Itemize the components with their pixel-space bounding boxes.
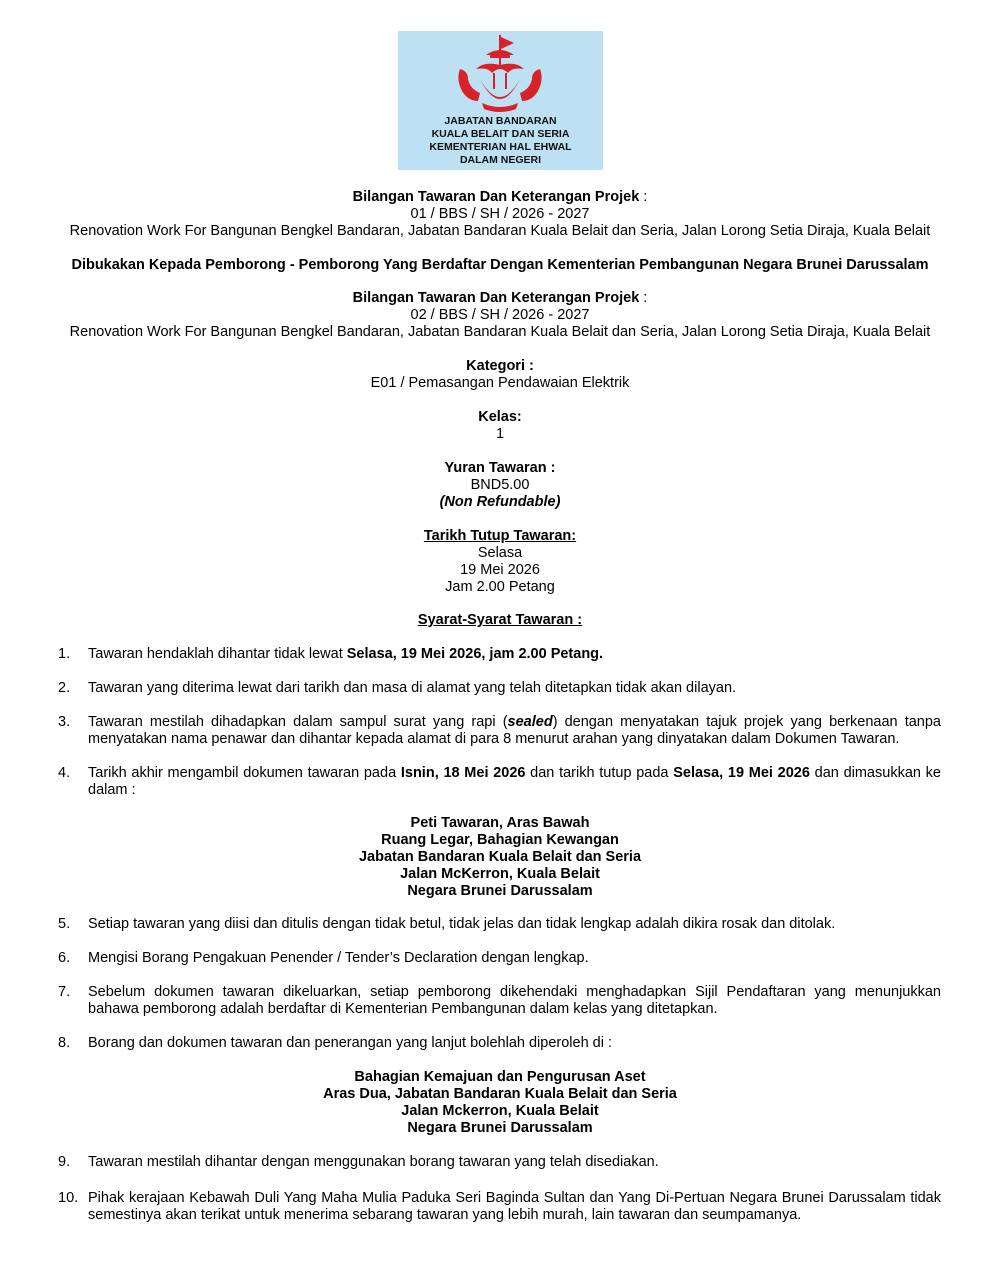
kelas-label: Kelas: [478,409,522,425]
tarikh-tutup-date: 19 Mei 2026 [460,562,540,578]
item-4-part: dan dimasukkan ke dalam : [88,765,941,798]
project1-heading: Bilangan Tawaran Dan Keterangan Projek [352,189,640,205]
address2-line: Bahagian Kemajuan dan Pengurusan Aset [354,1069,646,1085]
item-8-text: Borang dan dokumen tawaran dan penerangan yang lanjut bolehlah diperoleh di : [88,1035,613,1051]
item-1-deadline: Selasa, 19 Mei 2026, jam 2.00 Petang. [346,646,604,662]
logo-caption [398,115,603,167]
item-number: 9. [58,1154,71,1170]
project2-heading-line [0,290,1000,307]
item-4-part: Tarikh akhir mengambil dokumen tawaran pada [88,765,401,781]
item-number: 2. [58,680,71,696]
project2-description: Renovation Work For Bangunan Bengkel Bandaran, Jabatan Bandaran Kuala Belait dan Seria, Jalan Lorong Setia Diraja, Kuala Belait [69,324,931,340]
logo-line: JABATAN BANDARAN [444,115,557,127]
tarikh-tutup-label: Tarikh Tutup Tawaran: [423,528,577,544]
item-5-text: Setiap tawaran yang diisi dan ditulis dengan tidak betul, tidak jelas dan tidak lengkap adalah dikira rosak dan ditolak. [88,916,836,932]
address1-line: Ruang Legar, Bahagian Kewangan [381,832,619,848]
item-4-date-close: Selasa, 19 Mei 2026 [673,765,810,781]
item-3-text [88,714,941,748]
item-number: 6. [58,950,71,966]
yuran-note: (Non Refundable) [439,494,561,510]
logo-line: KUALA BELAIT DAN SERIA [431,128,570,140]
item-7-text: Sebelum dokumen tawaran dikeluarkan, setiap pemborong dikehendaki menghadapkan Sijil Pendaftaran yang menunjukkan bahawa pemborong adalah berdaftar di Kementerian Pembangunan dalam kelas yang ditetapkan. [88,984,941,1017]
item-4-part: dan tarikh tutup pada [525,765,674,781]
kelas-value: 1 [495,426,505,442]
syarat-heading: Syarat-Syarat Tawaran : [417,612,583,628]
address1-line: Jalan McKerron, Kuala Belait [400,866,600,882]
address1-line: Peti Tawaran, Aras Bawah [410,815,590,831]
project2-colon: : [639,290,648,306]
item-3-part: ) dengan menyatakan tajuk projek yang berkenaan tanpa menyatakan nama penawar dan dihantar kepada alamat di para 8 menurut arahan yang dinyatakan dalam Dokumen Tawaran. [88,714,941,747]
project1-description: Renovation Work For Bangunan Bengkel Bandaran, Jabatan Bandaran Kuala Belait dan Seria, Jalan Lorong Setia Diraja, Kuala Belait [69,223,931,239]
item-10-text: Pihak kerajaan Kebawah Duli Yang Maha Mulia Paduka Seri Baginda Sultan dan Yang Di-Pertuan Negara Brunei Darussalam tidak semestinya akan terikat untuk menerima sebarang tawaran yang lebih murah, lain tawaran dan seumpamanya. [88,1190,941,1223]
project1-number: 01 / BBS / SH / 2026 - 2027 [410,206,590,222]
item-number: 4. [58,765,71,781]
address2-line: Jalan Mckerron, Kuala Belait [401,1103,599,1119]
header-logo [398,31,603,170]
address2-line: Aras Dua, Jabatan Bandaran Kuala Belait dan Seria [323,1086,677,1102]
kategori-value: E01 / Pemasangan Pendawaian Elektrik [370,375,630,391]
item-number: 10. [58,1190,79,1206]
item-number: 3. [58,714,71,730]
item-number: 1. [58,646,71,662]
address1-line: Jabatan Bandaran Kuala Belait dan Seria [358,849,642,865]
brunei-crest-icon [398,31,603,115]
logo-line: KEMENTERIAN HAL EHWAL [429,141,572,153]
item-9-text: Tawaran mestilah dihantar dengan menggunakan borang tawaran yang telah disediakan. [88,1154,659,1170]
kategori-label: Kategori : [466,358,534,374]
project2-number: 02 / BBS / SH / 2026 - 2027 [410,307,590,323]
item-1-text [88,646,941,663]
open-to-notice: Dibukakan Kepada Pemborong - Pemborong Yang Berdaftar Dengan Kementerian Pembangunan Negara Brunei Darussalam [71,257,929,273]
yuran-label: Yuran Tawaran : [444,460,556,476]
item-4-text [88,765,941,799]
item-number: 5. [58,916,71,932]
address2-line: Negara Brunei Darussalam [407,1120,593,1136]
tarikh-tutup-day: Selasa [477,545,523,561]
tarikh-tutup-time: Jam 2.00 Petang [445,579,555,595]
yuran-value: BND5.00 [470,477,530,493]
address1-line: Negara Brunei Darussalam [407,883,593,899]
item-1-part: Tawaran hendaklah dihantar tidak lewat [88,646,347,662]
item-number: 7. [58,984,71,1000]
project1-colon: : [639,189,648,205]
item-2-text: Tawaran yang diterima lewat dari tarikh dan masa di alamat yang telah ditetapkan tidak akan dilayan. [88,680,737,696]
item-number: 8. [58,1035,71,1051]
item-4-date-collect: Isnin, 18 Mei 2026 [400,765,526,781]
item-6-text: Mengisi Borang Pengakuan Penender / Tender’s Declaration dengan lengkap. [88,950,589,966]
project2-heading: Bilangan Tawaran Dan Keterangan Projek [352,290,640,306]
item-3-sealed: sealed [507,714,553,730]
project1-heading-line [0,189,1000,206]
logo-line: DALAM NEGERI [459,154,542,166]
item-3-part: Tawaran mestilah dihadapkan dalam sampul surat yang rapi ( [88,714,508,730]
